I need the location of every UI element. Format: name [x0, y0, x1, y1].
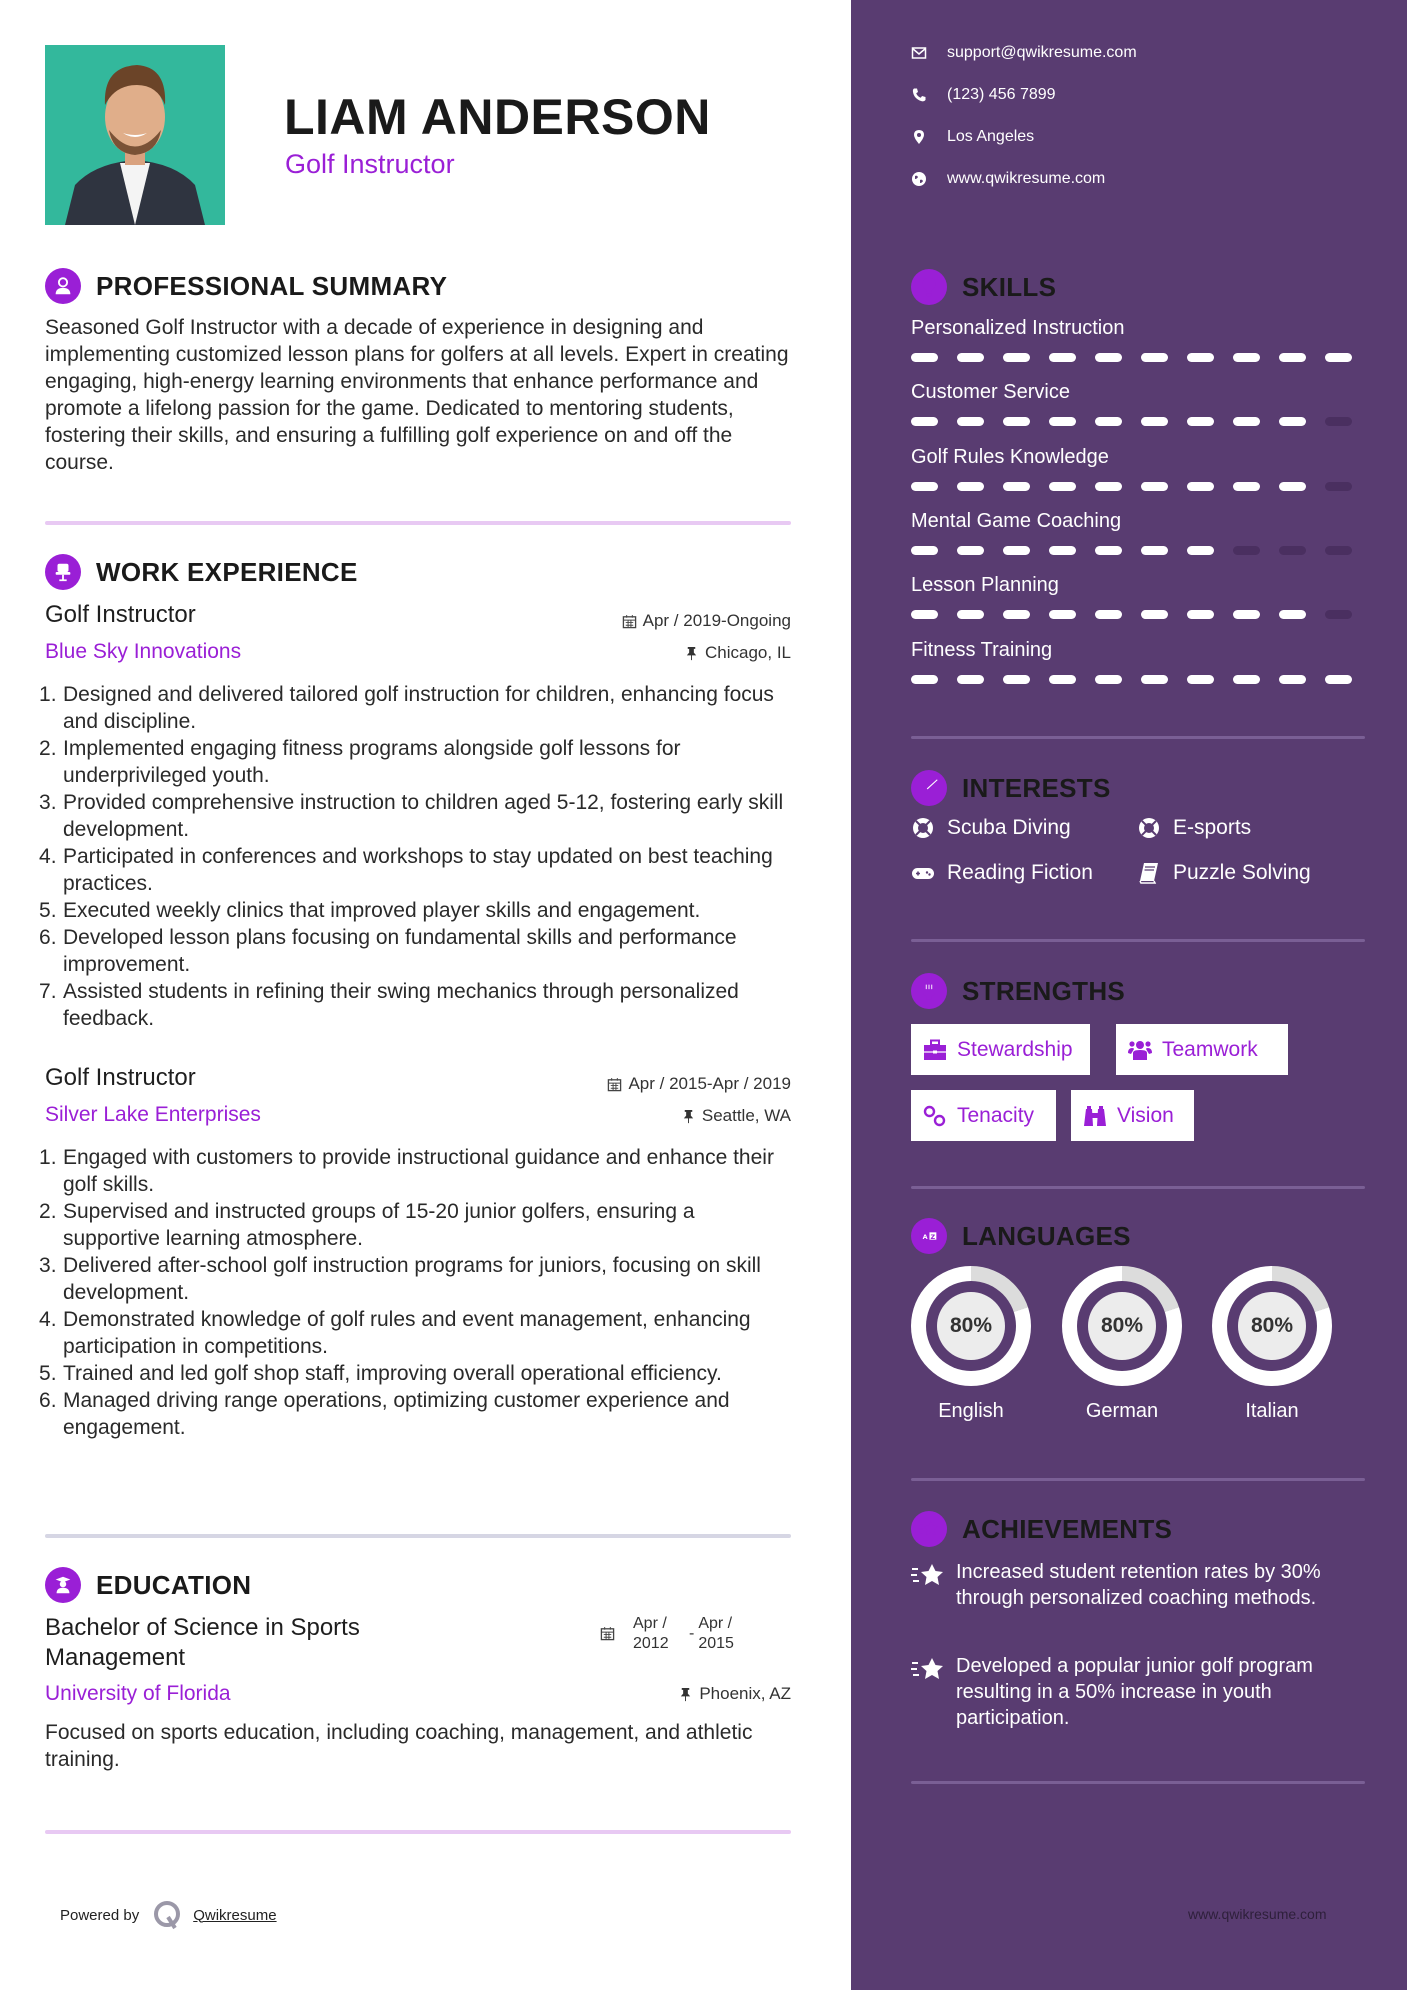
- skill-rating: [911, 675, 1352, 684]
- skill-dash: [1325, 610, 1352, 619]
- date-separator: -: [689, 1625, 695, 1642]
- divider: [45, 521, 791, 525]
- skill-dash: [1049, 546, 1076, 555]
- languages-heading: A Z LANGUAGES: [911, 1218, 1131, 1254]
- divider: [911, 1478, 1365, 1481]
- skill-dash: [1233, 610, 1260, 619]
- gamepad-icon: [911, 861, 935, 885]
- skill-dash: [1095, 610, 1122, 619]
- skill-dash: [1279, 353, 1306, 362]
- job-company: Silver Lake Enterprises: [45, 1103, 261, 1126]
- experience-heading: WORK EXPERIENCE: [45, 554, 358, 590]
- pushpin-icon: [684, 646, 699, 661]
- candidate-title: Golf Instructor: [285, 149, 455, 179]
- calendar-icon: [600, 1626, 615, 1641]
- skill-dash: [1095, 675, 1122, 684]
- interest-item: E-sports: [1137, 816, 1251, 840]
- skill-dash: [1003, 610, 1030, 619]
- summary-heading: PROFESSIONAL SUMMARY: [45, 268, 447, 304]
- contact-location: Los Angeles: [911, 128, 1034, 146]
- achievements-heading: ACHIEVEMENTS: [911, 1511, 1172, 1547]
- skill-dash: [1003, 417, 1030, 426]
- calendar-icon: [607, 1077, 622, 1092]
- translate-icon: [911, 1218, 947, 1254]
- skill-dash: [1049, 675, 1076, 684]
- list-item: Implemented engaging fitness programs alongside golf lessons for underprivileged youth.: [63, 737, 681, 787]
- skill-rating: [911, 353, 1352, 362]
- skill-dash: [1233, 546, 1260, 555]
- skill-label: Lesson Planning: [911, 574, 1059, 596]
- skill-dash: [1141, 546, 1168, 555]
- lightbulb-icon: [911, 269, 947, 305]
- map-pin-icon: [911, 129, 927, 145]
- skill-dash: [1049, 482, 1076, 491]
- skill-label: Customer Service: [911, 381, 1070, 403]
- interest-item: Reading Fiction: [911, 861, 1093, 885]
- shooting-star-icon: [911, 1655, 945, 1685]
- life-ring-icon: [911, 816, 935, 840]
- education-location: Phoenix, AZ: [678, 1684, 791, 1704]
- skill-rating: [911, 610, 1352, 619]
- list-item: Executed weekly clinics that improved player skills and engagement.: [63, 899, 701, 922]
- strength-chip: Stewardship: [911, 1024, 1090, 1075]
- graduate-icon: [45, 1567, 81, 1603]
- skill-dash: [1141, 610, 1168, 619]
- skill-dash: [1325, 675, 1352, 684]
- achievement-item: Increased student retention rates by 30% through personalized coaching methods.: [911, 1559, 1371, 1611]
- strength-chip: Vision: [1071, 1090, 1194, 1141]
- skill-dash: [1233, 482, 1260, 491]
- education-degree: Bachelor of Science in Sports Management: [45, 1614, 360, 1671]
- paper-plane-icon: [911, 770, 947, 806]
- job-title: Golf Instructor: [45, 1064, 196, 1091]
- skill-dash: [957, 675, 984, 684]
- language-item: 80% English: [911, 1266, 1031, 1423]
- star-award-icon: [911, 1511, 947, 1547]
- list-item: Delivered after-school golf instruction programs for juniors, focusing on skill development.: [63, 1254, 761, 1304]
- shooting-star-icon: [911, 1561, 945, 1591]
- language-progress-ring: 80%: [911, 1266, 1031, 1386]
- skill-dash: [957, 482, 984, 491]
- strength-chip: Teamwork: [1116, 1024, 1288, 1075]
- avatar-illustration: [45, 45, 225, 225]
- skill-dash: [1187, 610, 1214, 619]
- contact-website[interactable]: www.qwikresume.com: [911, 170, 1105, 188]
- life-ring-icon: [1137, 816, 1161, 840]
- skill-dash: [1095, 353, 1122, 362]
- skill-dash: [1141, 417, 1168, 426]
- skill-dash: [911, 675, 938, 684]
- skill-dash: [1325, 417, 1352, 426]
- skill-dash: [1325, 353, 1352, 362]
- contact-email[interactable]: support@qwikresume.com: [911, 44, 1137, 62]
- svg-text:A: A: [922, 1233, 928, 1242]
- skill-dash: [957, 546, 984, 555]
- skill-rating: [911, 546, 1352, 555]
- job-dates: Apr / 2019-Ongoing: [622, 611, 791, 631]
- job-duties-list: [45, 681, 795, 1032]
- list-item: Provided comprehensive instruction to children aged 5-12, fostering early skill development.: [63, 791, 784, 841]
- skill-dash: [1003, 353, 1030, 362]
- qwikresume-logo-icon: [153, 1900, 181, 1930]
- strength-chip: Tenacity: [911, 1090, 1056, 1141]
- divider: [911, 1781, 1365, 1784]
- skill-dash: [1187, 675, 1214, 684]
- divider: [911, 736, 1365, 739]
- skill-dash: [1187, 353, 1214, 362]
- language-progress-ring: 80%: [1062, 1266, 1182, 1386]
- interests-heading: INTERESTS: [911, 770, 1111, 806]
- skill-rating: [911, 417, 1352, 426]
- envelope-icon: [911, 45, 927, 61]
- skill-dash: [957, 610, 984, 619]
- list-item: Supervised and instructed groups of 15-20 junior golfers, ensuring a supportive learning atmosphere.: [63, 1200, 695, 1250]
- list-item: Engaged with customers to provide instructional guidance and enhance their golf skills.: [63, 1146, 774, 1196]
- list-item: Assisted students in refining their swing mechanics through personalized feedback.: [63, 980, 739, 1030]
- divider: [911, 1186, 1365, 1189]
- skill-dash: [1187, 546, 1214, 555]
- contact-phone[interactable]: (123) 456 7899: [911, 86, 1056, 104]
- user-icon: [45, 268, 81, 304]
- skill-dash: [1187, 482, 1214, 491]
- skill-dash: [1141, 353, 1168, 362]
- skill-dash: [1141, 482, 1168, 491]
- skill-dash: [1325, 546, 1352, 555]
- job-location: Seattle, WA: [681, 1106, 791, 1126]
- skills-heading: SKILLS: [911, 269, 1056, 305]
- skill-dash: [911, 482, 938, 491]
- users-icon: [1128, 1039, 1152, 1061]
- list-item: Developed lesson plans focusing on fundamental skills and performance improvement.: [63, 926, 737, 976]
- strengths-heading: STRENGTHS: [911, 973, 1125, 1009]
- education-description: Focused on sports education, including coaching, management, and athletic training.: [45, 1721, 753, 1771]
- education-start: Apr / 2012: [633, 1615, 669, 1652]
- job-location: Chicago, IL: [684, 643, 791, 663]
- education-heading: EDUCATION: [45, 1567, 251, 1603]
- list-item: Participated in conferences and workshops to stay updated on best teaching practices.: [63, 845, 773, 895]
- skill-dash: [1003, 482, 1030, 491]
- list-item: Managed driving range operations, optimizing customer experience and engagement.: [63, 1389, 730, 1439]
- skill-dash: [957, 353, 984, 362]
- globe-icon: [911, 171, 927, 187]
- skill-dash: [1279, 610, 1306, 619]
- footer-site-link[interactable]: www.qwikresume.com: [1188, 1906, 1327, 1922]
- skill-dash: [911, 610, 938, 619]
- skill-dash: [1141, 675, 1168, 684]
- skill-dash: [1325, 482, 1352, 491]
- skill-rating: [911, 482, 1352, 491]
- phone-icon: [911, 87, 927, 103]
- skill-dash: [1279, 417, 1306, 426]
- job-title: Golf Instructor: [45, 601, 196, 628]
- list-item: Trained and led golf shop staff, improving overall operational efficiency.: [63, 1362, 722, 1385]
- skill-label: Personalized Instruction: [911, 317, 1125, 339]
- skill-dash: [1233, 675, 1260, 684]
- education-dates: [600, 1614, 748, 1654]
- language-item: 80% German: [1062, 1266, 1182, 1423]
- language-progress-ring: 80%: [1212, 1266, 1332, 1386]
- fist-icon: [911, 973, 947, 1009]
- skill-dash: [1049, 353, 1076, 362]
- education-school: University of Florida: [45, 1682, 231, 1705]
- interest-item: Puzzle Solving: [1137, 861, 1311, 885]
- divider: [45, 1830, 791, 1834]
- skill-dash: [1095, 482, 1122, 491]
- book-icon: [1137, 861, 1161, 885]
- skill-dash: [1233, 417, 1260, 426]
- skill-dash: [1187, 417, 1214, 426]
- skill-dash: [957, 417, 984, 426]
- pushpin-icon: [678, 1687, 693, 1702]
- powered-by: Powered by Qwikresume: [60, 1900, 277, 1930]
- qwikresume-link[interactable]: Qwikresume: [193, 1906, 277, 1924]
- chair-icon: [45, 554, 81, 590]
- binoculars-icon: [1083, 1105, 1107, 1127]
- skill-label: Golf Rules Knowledge: [911, 446, 1109, 468]
- pushpin-icon: [681, 1109, 696, 1124]
- skill-dash: [1095, 417, 1122, 426]
- skill-dash: [1049, 610, 1076, 619]
- skill-dash: [911, 353, 938, 362]
- candidate-name: LIAM ANDERSON: [284, 89, 711, 145]
- skill-dash: [1233, 353, 1260, 362]
- skill-dash: [1095, 546, 1122, 555]
- job-dates: Apr / 2015-Apr / 2019: [607, 1074, 791, 1094]
- skill-dash: [911, 417, 938, 426]
- briefcase-icon: [923, 1039, 947, 1061]
- achievement-item: Developed a popular junior golf program resulting in a 50% increase in youth participation.: [911, 1653, 1371, 1731]
- link-icon: [923, 1105, 947, 1127]
- list-item: Designed and delivered tailored golf instruction for children, enhancing focus and discipline.: [63, 683, 774, 733]
- job-duties-list: [45, 1144, 795, 1441]
- summary-text: Seasoned Golf Instructor with a decade of experience in designing and implementing customized lesson plans for golfers at all levels. Expert in creating engaging, high-energy learning environments that enhance performance and promote a lifelong passion for the game. Dedicated to mentoring students, fostering their skills, and ensuring a fulfilling golf experience on and off the course.: [45, 316, 789, 474]
- skill-dash: [911, 546, 938, 555]
- list-item: Demonstrated knowledge of golf rules and event management, enhancing participation in competitions.: [63, 1308, 751, 1358]
- skill-dash: [1279, 675, 1306, 684]
- skill-dash: [1003, 546, 1030, 555]
- divider: [911, 939, 1365, 942]
- skill-label: Mental Game Coaching: [911, 510, 1122, 532]
- language-item: 80% Italian: [1212, 1266, 1332, 1423]
- skill-dash: [1003, 675, 1030, 684]
- skill-dash: [1049, 417, 1076, 426]
- calendar-icon: [622, 614, 637, 629]
- interest-item: Scuba Diving: [911, 816, 1071, 840]
- svg-text:Z: Z: [930, 1232, 936, 1241]
- job-company: Blue Sky Innovations: [45, 640, 242, 663]
- skill-label: Fitness Training: [911, 639, 1053, 661]
- divider: [45, 1534, 791, 1538]
- skill-dash: [1279, 482, 1306, 491]
- profile-photo: [45, 45, 225, 225]
- skill-dash: [1279, 546, 1306, 555]
- education-end: Apr / 2015: [698, 1615, 734, 1652]
